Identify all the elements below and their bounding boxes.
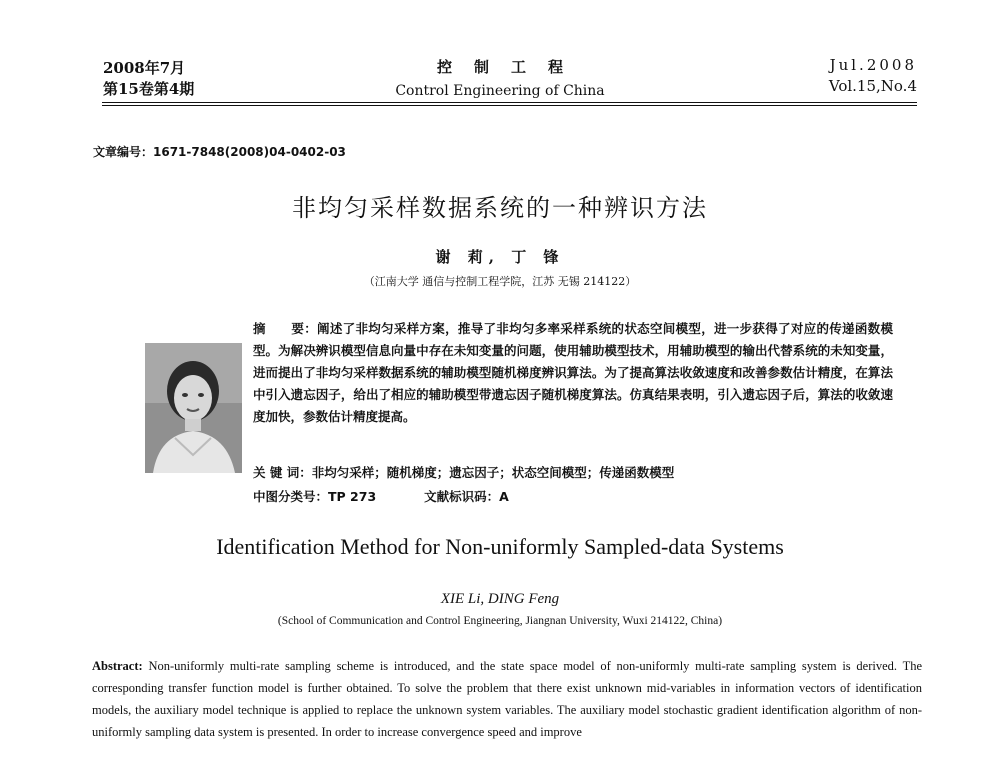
issue-date-en: Jul.2008 [829,56,917,74]
author-photo-image [145,343,242,473]
header-left [103,58,194,100]
keywords-cn-text: 非均匀采样；随机梯度；遗忘因子；状态空间模型；传递函数模型 [311,465,675,480]
issue-volume-en: Vol.15,No.4 [828,77,917,95]
classification-line [253,487,509,505]
issue-date-cn: 2008年7月 [103,59,186,77]
paper-title-cn: 非均匀采样数据系统的一种辨识方法 [292,194,708,222]
header-center [330,56,670,99]
doc-code-label: 文献标识码： [424,489,500,504]
author-photo [145,343,242,473]
header-rule-top [102,102,917,103]
authors-cn: 谢 莉, 丁 锋 [435,248,565,266]
journal-name-en: Control Engineering of China [395,83,605,99]
clc-value: TP 273 [328,489,377,504]
keywords-cn-label: 关 键 词： [253,465,312,480]
authors-en: XIE Li, DING Feng [440,591,560,607]
affiliation-en: (School of Communication and Control Engineering, Jiangnan University, Wuxi 214122, China) [277,615,723,627]
header-rule-bottom [102,105,917,106]
abstract-cn-text: 阐述了非均匀采样方案，推导了非均匀多率采样系统的状态空间模型，进一步获得了对应的传递函数模型。为解决辨识模型信息向量中存在未知变量的问题，使用辅助模型技术，用辅助模型的输出代替系统的未知变量，进而提出了非均匀采样数据系统的辅助模型随机梯度辨识算法。为了提高算法收敛速度和改善参数估计精度，在算法中引入遗忘因子，给出了相应的辅助模型带遗忘因子随机梯度算法。仿真结果表明，引入遗忘因子后，算法的收敛速度加快，参数估计精度提高。 [253,321,893,424]
affiliation-cn: （江南大学 通信与控制工程学院，江苏 无锡 214122） [363,275,637,288]
article-number: 文章编号：1671-7848(2008)04-0402-03 [93,145,346,159]
abstract-en-label: Abstract: [92,659,143,673]
issue-volume-cn: 第15卷第4期 [103,80,195,98]
abstract-cn-label: 摘 要： [253,321,318,336]
abstract-cn [253,318,893,428]
doc-code-value: A [499,489,509,504]
abstract-en-text: Non-uniformly multi-rate sampling scheme is introduced, and the state space model of non-uniformly multi-rate sampling system is derived. The corresponding transfer function model is further obtained. To solve the problem that there exist unknown mid-variables in information vectors of identification models, the auxiliary model technique is applied to replace the unknown system variables. The auxiliary model stochastic gradient identification algorithm of non-uniformly sampling data system is presented. In order to increase convergence speed and improve [92,659,923,739]
header-right [829,55,917,97]
abstract-en [92,655,922,743]
paper-title-en: Identification Method for Non-uniformly Sampled-data Systems [216,534,784,559]
journal-name-cn: 控制工程 [436,58,585,76]
clc-label: 中图分类号： [253,489,329,504]
keywords-cn [253,463,674,481]
